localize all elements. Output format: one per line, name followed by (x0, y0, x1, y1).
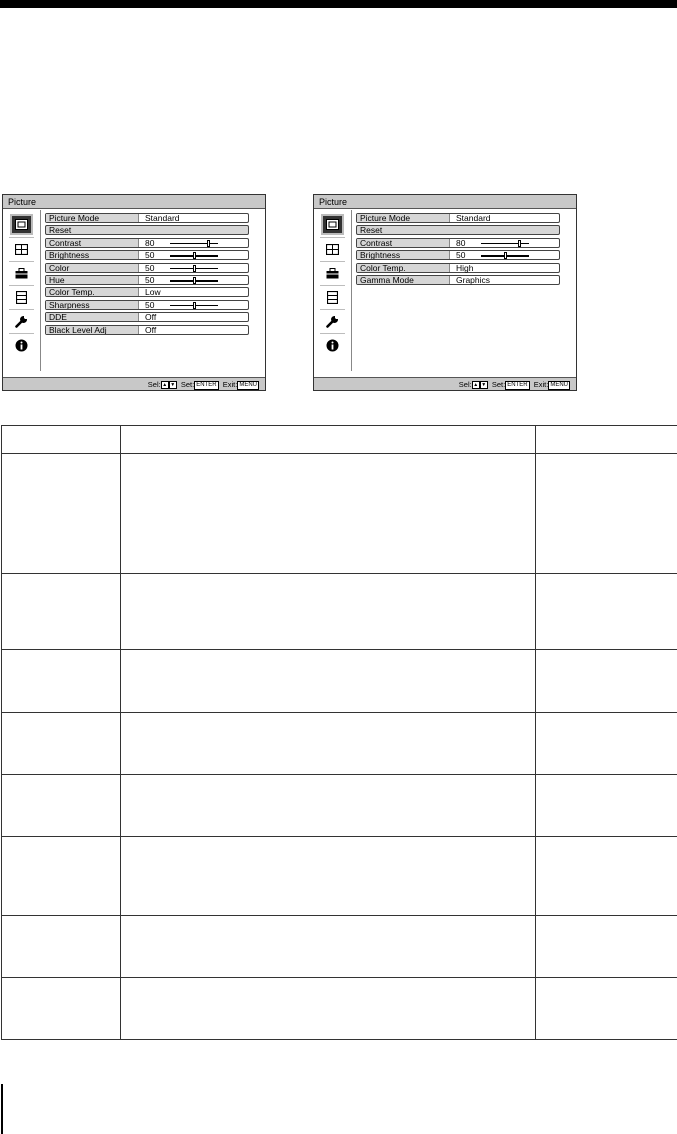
table-cell (2, 713, 121, 775)
menu-row-value: 50 (145, 262, 155, 273)
osd-footer: Sel: ▲ ▼ Set: ENTER Exit: MENU (3, 377, 265, 390)
menu-row-label: Black Level Adj (46, 326, 139, 334)
menu-row-value: 50 (145, 275, 155, 285)
table-row (2, 978, 677, 1040)
menu-row-contrast[interactable] (356, 238, 560, 248)
table-cell (2, 454, 121, 574)
table-cell (121, 713, 536, 775)
table-cell (121, 978, 536, 1040)
table-cell (536, 916, 677, 978)
menu-row-label: Sharpness (46, 301, 139, 309)
osd-icon-bar (314, 210, 352, 371)
menu-row-value: High (456, 262, 474, 273)
table-cell (536, 426, 677, 454)
table-cell (536, 978, 677, 1040)
menu-row-value: 50 (456, 250, 466, 261)
osd-picture-menu-right (313, 194, 577, 391)
table-row (2, 650, 677, 713)
slider-knob[interactable] (518, 240, 521, 247)
menu-row-gamma-mode[interactable] (356, 275, 560, 285)
info-icon[interactable] (322, 335, 342, 355)
installation-icon[interactable] (11, 287, 31, 307)
wrench-icon[interactable] (11, 311, 31, 331)
slider-knob[interactable] (193, 302, 196, 309)
menu-row-value: 50 (145, 250, 155, 261)
menu-row-label: Contrast (46, 239, 139, 247)
table-header-row (2, 426, 677, 454)
menu-row-reset[interactable] (356, 225, 560, 235)
table-row (2, 574, 677, 650)
slider-knob[interactable] (207, 240, 210, 247)
menu-row-value: Standard (456, 213, 491, 223)
table-cell (2, 574, 121, 650)
menu-row-label: Gamma Mode (357, 276, 450, 284)
table-cell (121, 775, 536, 837)
table-row (2, 713, 677, 775)
menu-row-value: 80 (456, 237, 466, 248)
menu-row-black-level-adj[interactable] (45, 325, 249, 335)
menu-row-label: Brightness (357, 251, 450, 259)
input-signal-icon[interactable] (11, 239, 31, 259)
table-cell (2, 916, 121, 978)
table-cell (2, 650, 121, 713)
table-cell (121, 574, 536, 650)
menu-row-dde[interactable] (45, 312, 249, 322)
level-slider[interactable] (481, 243, 529, 245)
slider-knob[interactable] (193, 265, 196, 272)
menu-row-label: Brightness (46, 251, 139, 259)
menu-row-value: Standard (145, 213, 180, 223)
table-cell (536, 775, 677, 837)
level-slider[interactable] (170, 305, 218, 307)
menu-row-label: Color (46, 264, 139, 272)
level-slider[interactable] (481, 255, 529, 257)
info-icon[interactable] (11, 335, 31, 355)
menu-row-label: Reset (49, 226, 72, 235)
top-rule (0, 0, 677, 8)
table-cell (536, 713, 677, 775)
table-cell (2, 775, 121, 837)
menu-row-color[interactable] (45, 263, 249, 273)
slider-knob[interactable] (193, 277, 196, 284)
menu-row-label: Hue (46, 276, 139, 284)
setup-icon[interactable] (322, 263, 342, 283)
menu-row-color-temp[interactable] (45, 287, 249, 297)
table-cell (536, 454, 677, 574)
osd-picture-menu-left (2, 194, 266, 391)
table-row (2, 775, 677, 837)
table-cell (536, 837, 677, 916)
menu-row-reset[interactable] (45, 225, 249, 235)
level-slider[interactable] (170, 243, 218, 245)
installation-icon[interactable] (322, 287, 342, 307)
settings-table (1, 425, 677, 1040)
table-row (2, 916, 677, 978)
slider-knob[interactable] (193, 252, 196, 259)
menu-row-sharpness[interactable] (45, 300, 249, 310)
menu-row-value: 80 (145, 237, 155, 248)
menu-row-hue[interactable] (45, 275, 249, 285)
table-cell (121, 916, 536, 978)
menu-row-picture-mode[interactable] (45, 213, 249, 223)
slider-knob[interactable] (504, 252, 507, 259)
table-row (2, 454, 677, 574)
menu-row-label: Color Temp. (357, 264, 450, 272)
menu-row-label: Color Temp. (46, 288, 139, 296)
osd-footer: Sel: ▲ ▼ Set: ENTER Exit: MENU (314, 377, 576, 390)
table-row (2, 837, 677, 916)
menu-row-label: Picture Mode (46, 214, 139, 222)
table-cell (536, 574, 677, 650)
menu-row-value: 50 (145, 299, 155, 310)
menu-row-brightness[interactable] (356, 250, 560, 260)
margin-rule (1, 1084, 3, 1134)
menu-row-brightness[interactable] (45, 250, 249, 260)
menu-row-value: Off (145, 312, 157, 323)
level-slider[interactable] (170, 268, 218, 270)
table-cell (121, 426, 536, 454)
menu-row-value: Graphics (456, 275, 491, 285)
menu-row-label: Reset (360, 226, 383, 235)
table-cell (2, 426, 121, 454)
wrench-icon[interactable] (322, 311, 342, 331)
table-cell (121, 454, 536, 574)
osd-title: Picture (3, 195, 265, 209)
table-cell (121, 650, 536, 713)
osd-title: Picture (314, 195, 576, 209)
input-signal-icon[interactable] (322, 239, 342, 259)
menu-row-label: DDE (46, 313, 139, 321)
level-slider[interactable] (170, 280, 218, 282)
table-cell (121, 837, 536, 916)
menu-row-color-temp[interactable] (356, 263, 560, 273)
picture-icon[interactable] (10, 214, 33, 235)
menu-row-value: Off (145, 324, 157, 335)
table-cell (2, 978, 121, 1040)
picture-icon[interactable] (321, 214, 344, 235)
osd-icon-bar (3, 210, 41, 371)
level-slider[interactable] (170, 255, 218, 257)
setup-icon[interactable] (11, 263, 31, 283)
menu-row-label: Picture Mode (357, 214, 450, 222)
table-cell (536, 650, 677, 713)
menu-row-value: Low (145, 287, 161, 298)
table-cell (2, 837, 121, 916)
menu-row-contrast[interactable] (45, 238, 249, 248)
menu-row-label: Contrast (357, 239, 450, 247)
menu-row-picture-mode[interactable] (356, 213, 560, 223)
